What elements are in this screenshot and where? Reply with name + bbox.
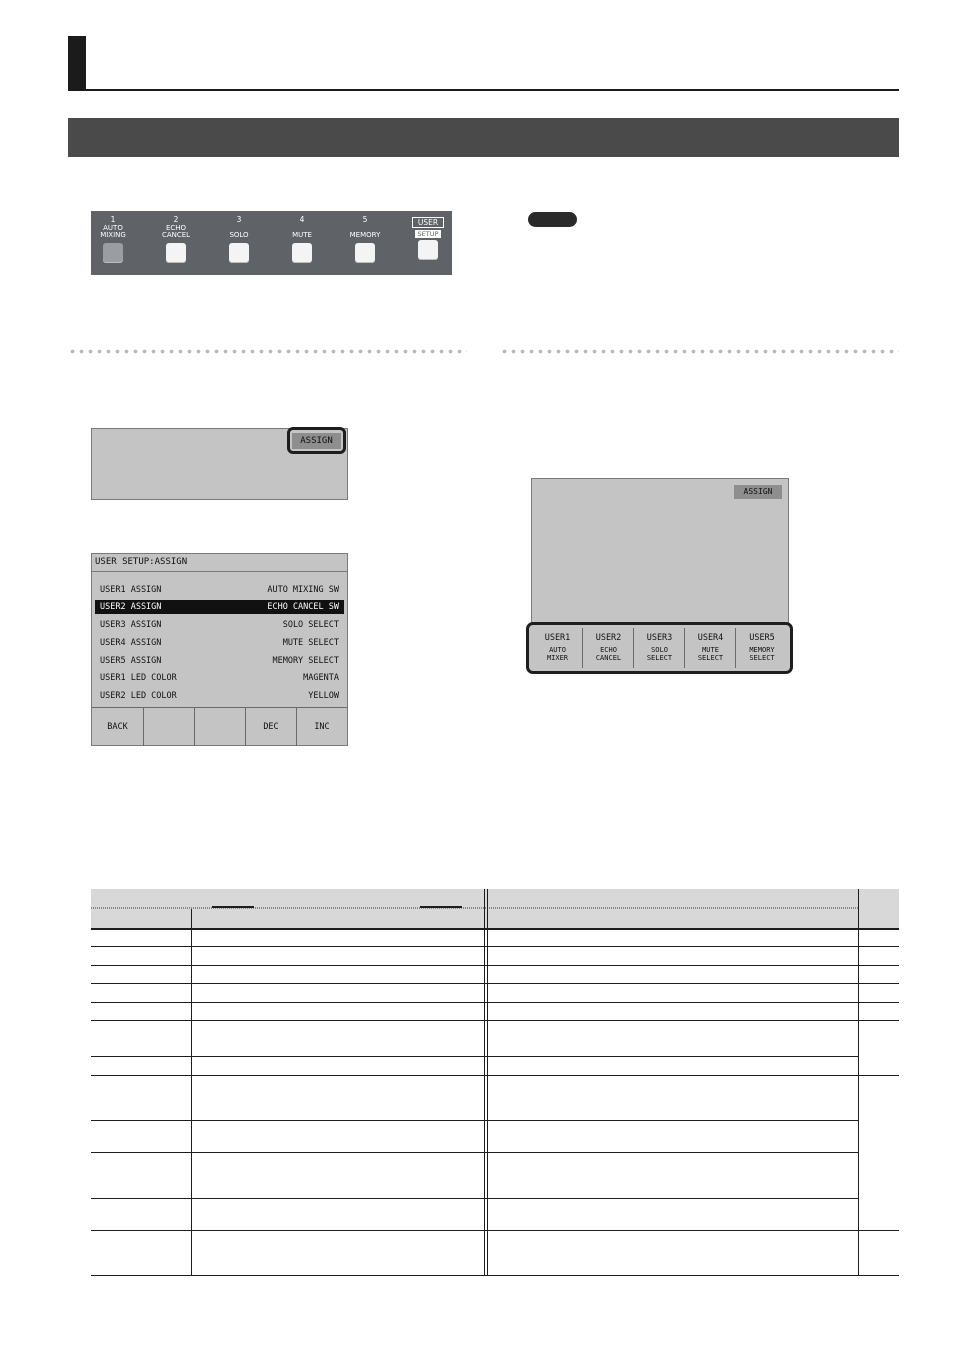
table-row-rule [91, 1002, 899, 1003]
header-accent-left [212, 906, 254, 908]
table-col-rule [487, 889, 488, 1275]
assign-tab[interactable]: ASSIGN [292, 433, 341, 449]
panel-button-label: ECHO CANCEL [161, 223, 191, 239]
table-col-rule [484, 889, 485, 1275]
table-row-rule [91, 1075, 899, 1076]
table-row-rule [91, 1120, 858, 1121]
dec-button[interactable]: DEC [246, 708, 297, 746]
panel-key[interactable] [418, 240, 438, 260]
table-row-rule [91, 1152, 858, 1153]
panel-button-2[interactable]: 2 ECHO CANCEL [156, 216, 196, 263]
menu-row-user1-assign[interactable]: USER1 ASSIGN AUTO MIXING SW [100, 585, 339, 595]
table-col-rule [858, 889, 859, 1275]
table-header-rule [91, 907, 858, 909]
table-row-rule [91, 946, 899, 947]
fkey-2[interactable] [144, 708, 195, 746]
panel-button-label: MUTE [292, 230, 312, 239]
panel-key[interactable] [229, 243, 249, 263]
table-row-rule [91, 965, 899, 966]
user5-key[interactable]: USER5 MEMORY SELECT [749, 633, 775, 662]
back-button[interactable]: BACK [92, 708, 144, 746]
table-row-rule [91, 983, 899, 984]
table-bottom-rule [91, 1275, 899, 1276]
lcd-screen-user-setup [91, 553, 348, 746]
panel-button-label: MEMORY [349, 230, 381, 239]
user-button-panel [91, 211, 452, 275]
screen-title: USER SETUP:ASSIGN [95, 557, 188, 567]
dotted-separator-right [500, 349, 899, 354]
panel-button-3[interactable]: 3 SOLO [219, 216, 259, 263]
assign-highlight [287, 427, 346, 454]
table-row-rule [91, 1198, 858, 1199]
menu-row-user2-led-color[interactable]: USER2 LED COLOR YELLOW [100, 691, 339, 701]
menu-row-user1-led-color[interactable]: USER1 LED COLOR MAGENTA [100, 673, 339, 683]
panel-button-5[interactable]: 5 MEMORY [345, 216, 385, 263]
panel-key[interactable] [166, 243, 186, 263]
panel-button-label: AUTO MIXING [100, 223, 126, 239]
chapter-marker [68, 36, 86, 90]
menu-row-user2-assign[interactable]: USER2 ASSIGN ECHO CANCEL SW [95, 600, 344, 614]
table-row-rule [91, 1056, 858, 1057]
section-title-bar [68, 118, 899, 157]
function-key-bar [92, 707, 347, 746]
table-row-rule [91, 1230, 899, 1231]
table-col-rule [191, 909, 192, 1275]
header-accent-right [420, 906, 462, 908]
panel-button-1[interactable]: 1 AUTO MIXING [93, 216, 133, 263]
panel-button-user[interactable] [408, 216, 448, 260]
panel-key[interactable] [355, 243, 375, 263]
user4-key[interactable]: USER4 MUTE SELECT [686, 628, 736, 668]
dotted-separator-left [68, 349, 467, 354]
panel-button-label: SOLO [229, 230, 249, 239]
assign-tab[interactable]: ASSIGN [734, 485, 782, 499]
setup-label: SETUP [415, 230, 442, 238]
inc-button[interactable]: INC [314, 722, 330, 732]
menu-row-user4-assign[interactable]: USER4 ASSIGN MUTE SELECT [100, 638, 339, 648]
user3-key[interactable]: USER3 SOLO SELECT [635, 628, 685, 668]
panel-button-4[interactable]: 4 MUTE [282, 216, 322, 263]
table-row-rule [91, 1020, 899, 1021]
menu-row-user3-assign[interactable]: USER3 ASSIGN SOLO SELECT [100, 620, 339, 630]
user2-key[interactable]: USER2 ECHO CANCEL [584, 628, 634, 668]
user-label: USER [412, 217, 444, 228]
menu-row-user5-assign[interactable]: USER5 ASSIGN MEMORY SELECT [100, 656, 339, 666]
header-rule [68, 89, 899, 91]
memo-badge [528, 212, 577, 227]
fkey-3[interactable] [195, 708, 246, 746]
user1-key[interactable]: USER1 AUTO MIXER [533, 628, 583, 668]
panel-key[interactable] [292, 243, 312, 263]
title-rule [92, 571, 347, 572]
table-rule [91, 928, 899, 930]
panel-key[interactable] [103, 243, 123, 263]
